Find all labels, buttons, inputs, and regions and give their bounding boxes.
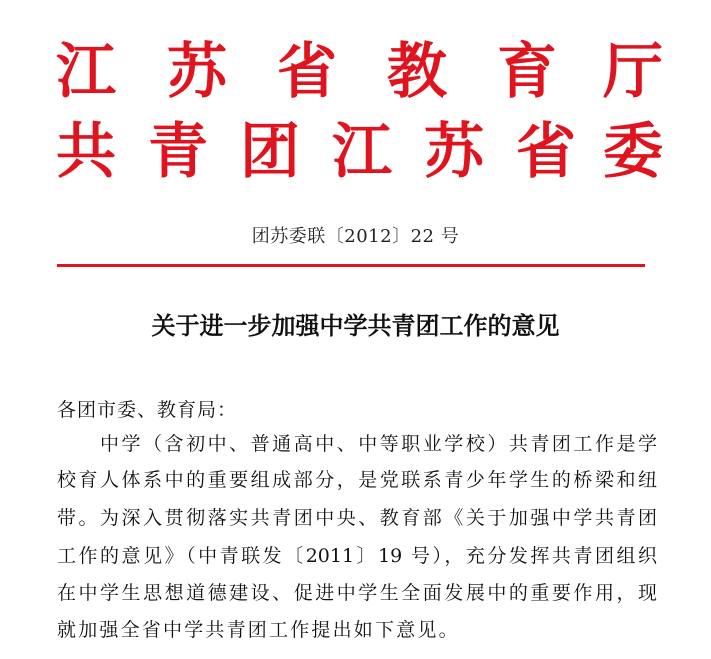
org-2-char: 共 (56, 117, 116, 187)
paragraph-line: 校育人体系中的重要组成部分，是党联系青少年学生的桥梁和纽 (57, 469, 657, 491)
document-title: 关于进一步加强中学共青团工作的意见 (151, 311, 560, 340)
org-1-char: 江 (56, 37, 116, 107)
paragraph-line: 带。为深入贯彻落实共青团中央、教育部《关于加强中学共青团 (57, 507, 657, 529)
red-separator-line (57, 264, 645, 267)
org-2-char: 苏 (424, 117, 484, 187)
org-1-char: 省 (277, 37, 337, 107)
salutation: 各团市委、教育局： (57, 399, 238, 421)
org-2-char: 青 (148, 117, 208, 187)
org-2-char: 省 (516, 117, 576, 187)
paragraph-line: 工作的意见》（中青联发〔2011〕19 号），充分发挥共青团组织 (57, 545, 657, 567)
issuing-org-line-1 (0, 37, 711, 107)
document-number: 团苏委联〔2012〕22 号 (251, 226, 460, 247)
org-1-char: 育 (497, 37, 557, 107)
org-2-char: 委 (603, 117, 663, 187)
paragraph-line: 中学（含初中、普通高中、中等职业学校）共青团工作是学 (100, 433, 657, 455)
paragraph-line: 在中学生思想道德建设、促进中学生全面发展中的重要作用，现 (57, 582, 657, 604)
org-2-char: 江 (332, 117, 392, 187)
issuing-org-line-2 (0, 117, 711, 187)
org-1-char: 教 (387, 37, 447, 107)
paragraph-line: 就加强全省中学共青团工作提出如下意见。 (57, 619, 460, 641)
org-1-char: 苏 (167, 37, 227, 107)
org-2-char: 团 (240, 117, 300, 187)
org-1-char: 厅 (603, 37, 663, 107)
